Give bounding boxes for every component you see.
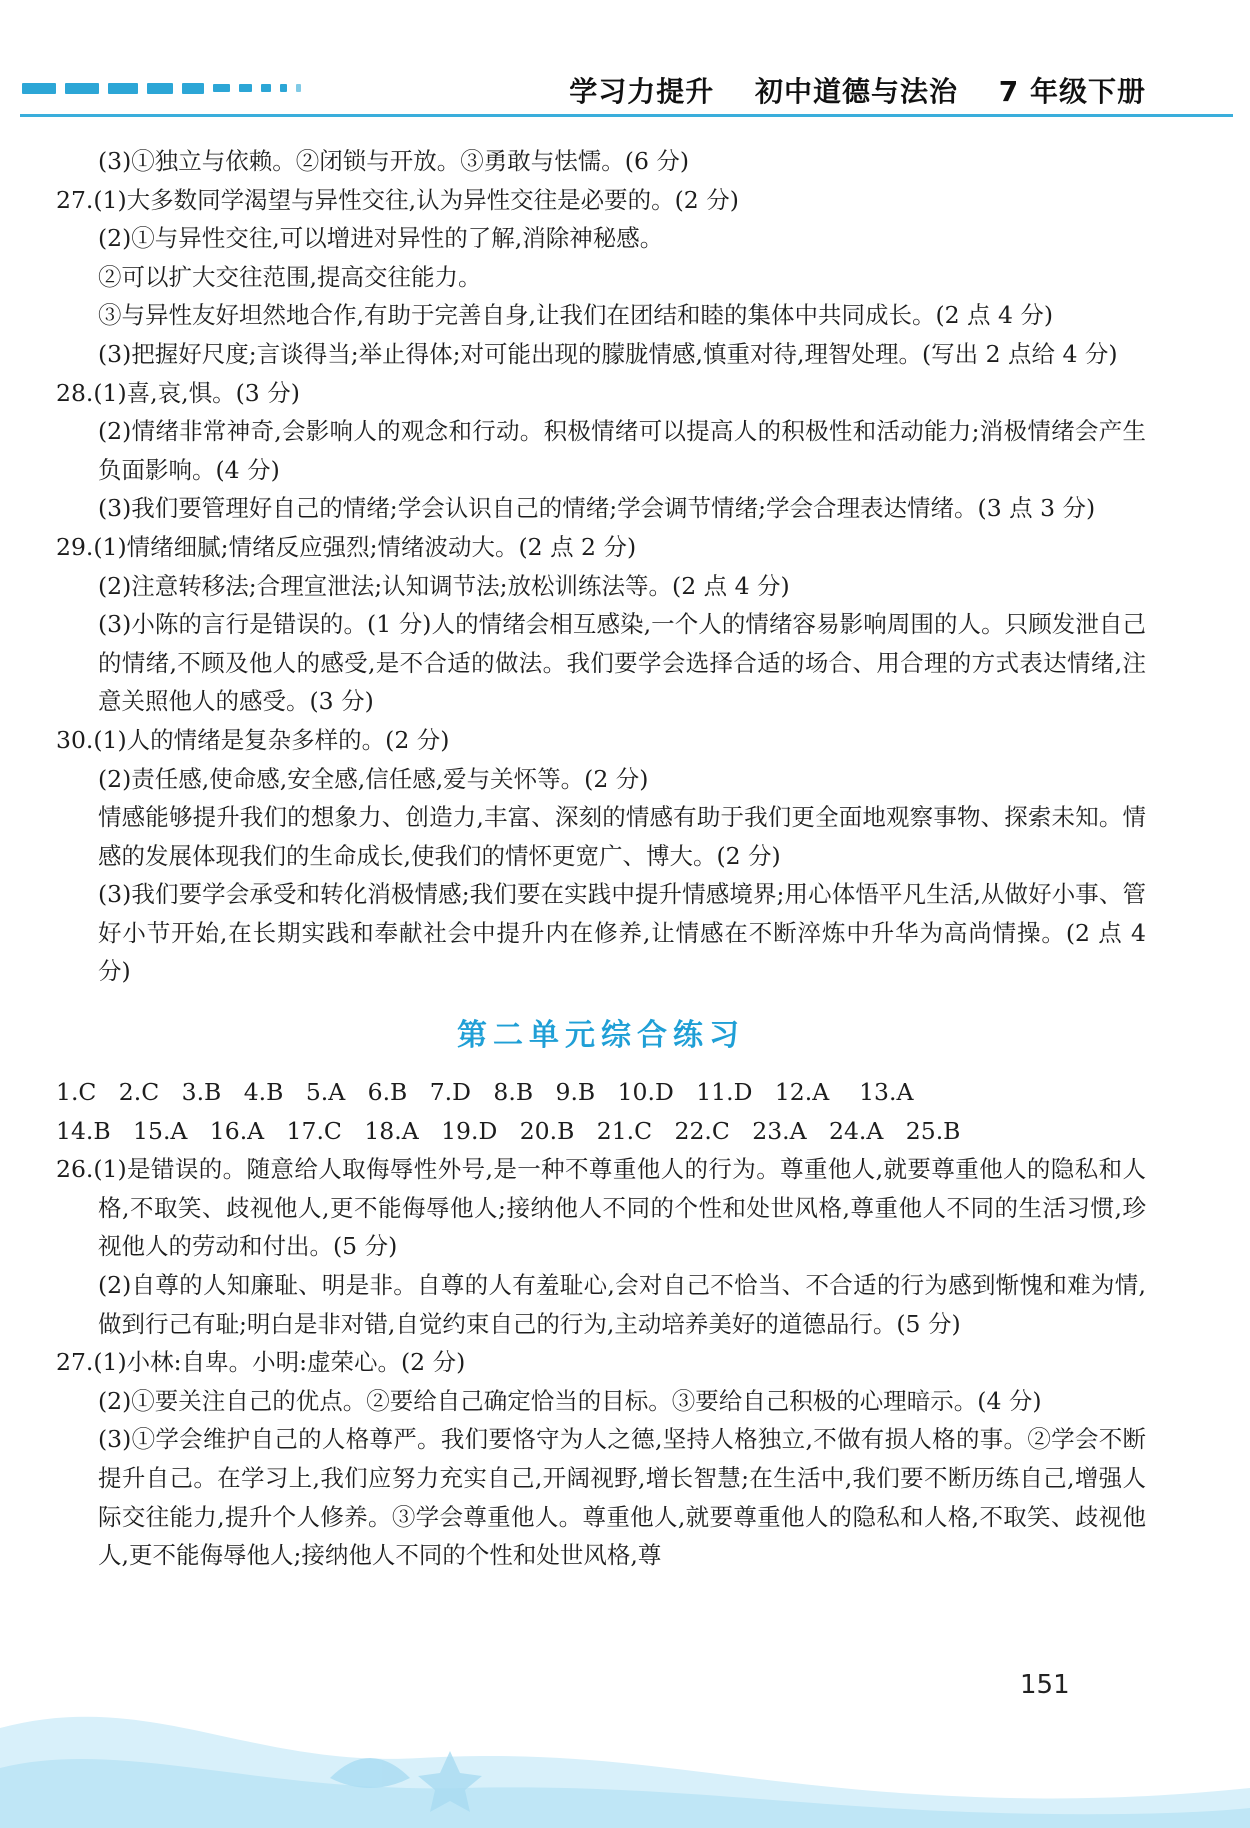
answer-line: (3)我们要管理好自己的情绪;学会认识自己的情绪;学会调节情绪;学会合理表达情绪。(3 点 3 分) xyxy=(98,494,1096,523)
answer-line: (3)小陈的言行是错误的。(1 分)人的情绪会相互感染,一个人的情绪容易影响周围的人。只顾发泄自己的情绪,不顾及他人的感受,是不合适的做法。我们要学会选择合适的场合、用合理的方式表达情绪,注意关照他人的感受。(3 分) xyxy=(98,610,1146,716)
answer-line: (2)注意转移法;合理宣泄法;认知调节法;放松训练法等。(2 点 4 分) xyxy=(98,571,790,600)
mc-answer-row: 1.C 2.C 3.B 4.B 5.A 6.B 7.D 8.B 9.B 10.D 11.D 12.A 13.A xyxy=(56,1078,914,1107)
answer-line: (2)①要关注自己的优点。②要给自己确定恰当的目标。③要给自己积极的心理暗示。(4 分) xyxy=(98,1386,1042,1415)
dash-mark xyxy=(239,84,252,92)
answer-line: 27.(1)大多数同学渴望与异性交往,认为异性交往是必要的。(2 分) xyxy=(56,185,739,214)
answer-line: 29.(1)情绪细腻;情绪反应强烈;情绪波动大。(2 点 2 分) xyxy=(56,532,637,561)
answer-line: (3)①独立与依赖。②闭锁与开放。③勇敢与怯懦。(6 分) xyxy=(98,147,690,175)
dash-mark xyxy=(22,83,56,94)
page-number: 151 xyxy=(1020,1670,1070,1700)
dash-mark xyxy=(65,83,99,94)
answer-content xyxy=(56,142,1146,1575)
dash-mark xyxy=(213,84,230,92)
answer-line: (3)我们要学会承受和转化消极情感;我们要在实践中提升情感境界;用心体悟平凡生活,从做好小事、管好小节开始,在长期实践和奉献社会中提升内在修养,让情感在不断淬炼中升华为高尚情操。(2 点 4 分) xyxy=(98,880,1146,986)
answer-line: ③与异性友好坦然地合作,有助于完善自身,让我们在团结和睦的集体中共同成长。(2 点 4 分) xyxy=(98,301,1054,330)
answer-line: 27.(1)小林:自卑。小明:虚荣心。(2 分) xyxy=(56,1348,466,1377)
dash-mark xyxy=(261,84,271,92)
book-title: 学习力提升 xyxy=(569,75,715,108)
answers-unit-one xyxy=(56,142,1146,991)
running-header xyxy=(569,70,1146,110)
subject-title: 初中道德与法治 xyxy=(755,75,959,108)
answer-line: 26.(1)是错误的。随意给人取侮辱性外号,是一种不尊重他人的行为。尊重他人,就要尊重他人的隐私和人格,不取笑、歧视他人,更不能侮辱他人;接纳他人不同的个性和处世风格,尊重他人不同的生活习惯,珍视他人的劳动和付出。(5 分) xyxy=(56,1155,1146,1261)
answer-line: (3)把握好尺度;言谈得当;举止得体;对可能出现的朦胧情感,慎重对待,理智处理。(写出 2 点给 4 分) xyxy=(98,339,1118,368)
multiple-choice-answers xyxy=(56,1073,1146,1150)
answer-line: 30.(1)人的情绪是复杂多样的。(2 分) xyxy=(56,725,450,754)
footer-wave-decoration xyxy=(0,1608,1250,1828)
page-header xyxy=(0,0,1250,125)
header-rule xyxy=(20,114,1233,117)
section-title: 第二单元综合练习 xyxy=(457,1018,745,1054)
dash-mark xyxy=(280,84,287,92)
answer-line: (2)自尊的人知廉耻、明是非。自尊的人有羞耻心,会对自己不恰当、不合适的行为感到惭愧和难为情,做到行己有耻;明白是非对错,自觉约束自己的行为,主动培养美好的道德品行。(5 分) xyxy=(98,1271,1146,1338)
answer-line: ②可以扩大交往范围,提高交往能力。 xyxy=(98,262,482,291)
answer-line: 28.(1)喜,哀,惧。(3 分) xyxy=(56,378,300,407)
answer-line: 情感能够提升我们的想象力、创造力,丰富、深刻的情感有助于我们更全面地观察事物、探索未知。情感的发展体现我们的生命成长,使我们的情怀更宽广、博大。(2 分) xyxy=(98,803,1146,870)
answer-line: (2)情绪非常神奇,会影响人的观念和行动。积极情绪可以提高人的积极性和活动能力;消极情绪会产生负面影响。(4 分) xyxy=(98,417,1146,484)
mc-answer-row: 14.B 15.A 16.A 17.C 18.A 19.D 20.B 21.C 22.C 23.A 24.A 25.B xyxy=(56,1116,961,1145)
dash-mark xyxy=(296,84,301,92)
grade-title: 7 年级下册 xyxy=(998,75,1146,108)
decorative-dashes xyxy=(22,78,301,98)
dash-mark xyxy=(147,83,173,94)
answers-unit-two xyxy=(56,1150,1146,1575)
dash-mark xyxy=(182,83,204,94)
answer-line: (3)①学会维护自己的人格尊严。我们要恪守为人之德,坚持人格独立,不做有损人格的事。②学会不断提升自己。在学习上,我们应努力充实自己,开阔视野,增长智慧;在生活中,我们要不断历练自己,增强人际交往能力,提升个人修养。③学会尊重他人。尊重他人,就要尊重他人的隐私和人格,不取笑、歧视他人,更不能侮辱他人;接纳他人不同的个性和处世风格,尊 xyxy=(98,1425,1146,1570)
answer-line: (2)责任感,使命感,安全感,信任感,爱与关怀等。(2 分) xyxy=(98,764,649,793)
answer-line: (2)①与异性交往,可以增进对异性的了解,消除神秘感。 xyxy=(98,224,664,253)
dash-mark xyxy=(108,83,138,94)
